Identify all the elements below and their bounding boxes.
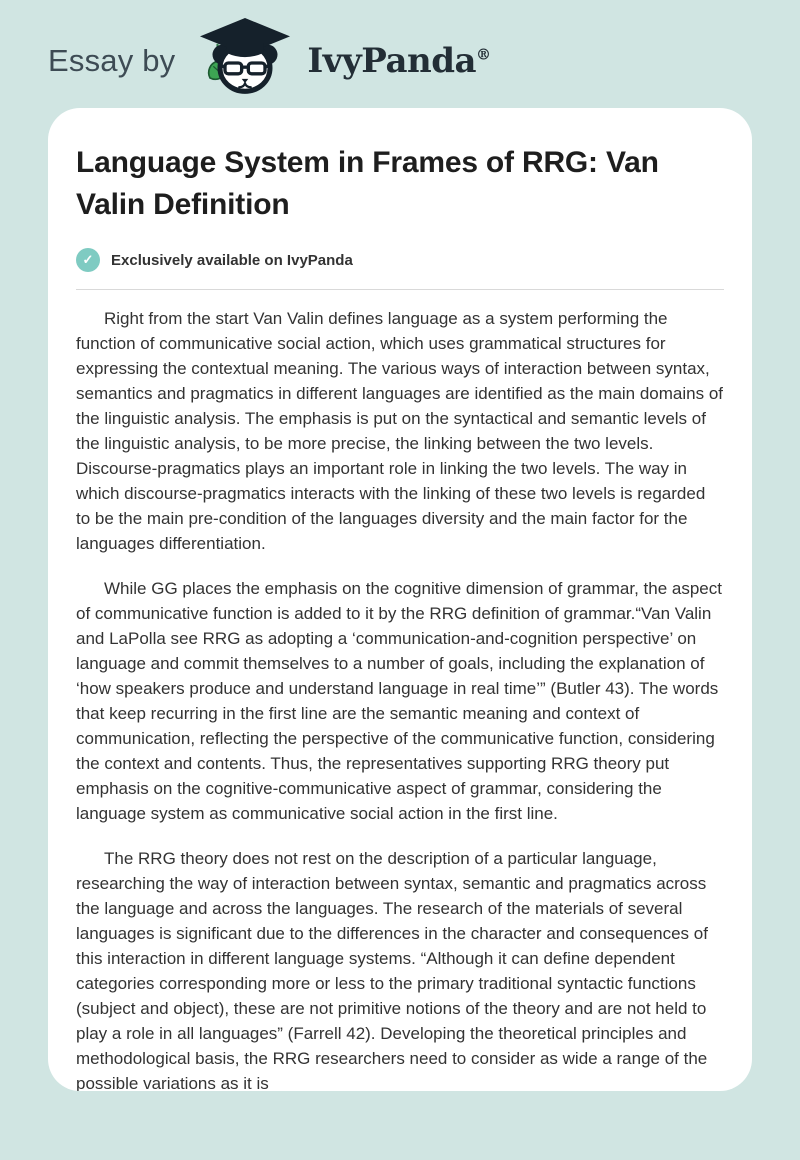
page-title: Language System in Frames of RRG: Van Valin Definition xyxy=(76,146,659,221)
exclusive-badge xyxy=(76,248,724,272)
essay-body xyxy=(76,306,724,1091)
essay-paragraph-3: The RRG theory does not rest on the description of a particular language, researching the way of interaction between syntax, semantic and pragmatics across the language and across the languages. The research of the materials of several languages is significant due to the differences in the character and consequences of this interaction in different language systems. “Although it can define dependent categories corresponding more or less to the primary traditional syntactic functions (subject and object), these are not primitive notions of the theory and are not held to play a role in all languages” (Farrell 42). Developing the theoretical principles and methodological basis, the RRG researchers need to consider as wide a range of the possible variations as it is xyxy=(76,849,708,1091)
check-icon: ✓ xyxy=(76,248,100,272)
registered-mark: ® xyxy=(476,45,491,64)
page-header xyxy=(0,0,800,92)
essay-by-label: Essay by xyxy=(48,43,176,78)
essay-paragraph-1: Right from the start Van Valin defines language as a system performing the function of communicative social action, which uses grammatical structures for expressing the contextual meaning. The various ways of interaction between syntax, semantics and pragmatics in different languages are identified as the main domains of the linguistic analysis. The emphasis is put on the syntactical and semantic levels of the linguistic analysis, to be more precise, the linking between the two levels. Discourse-pragmatics plays an important role in linking the two levels. The way in which discourse-pragmatics interacts with the linking of these two levels is regarded to be the main pre-condition of the languages diversity and the main factor for the languages differentiation. xyxy=(76,309,724,553)
divider xyxy=(76,289,724,290)
exclusive-badge-label: Exclusively available on IvyPanda xyxy=(111,251,353,269)
essay-card xyxy=(48,108,752,1091)
panda-graduate-icon xyxy=(175,21,307,101)
brand-wordmark: IvyPanda® xyxy=(307,41,491,81)
brand-logo-link[interactable] xyxy=(175,21,490,101)
essay-paragraph-2: While GG places the emphasis on the cognitive dimension of grammar, the aspect of communicative function is added to it by the RRG definition of grammar.“Van Valin and LaPolla see RRG as adopting a ‘communication-and-cognition perspective’ on language and commit themselves to a number of goals, including the explanation of ‘how speakers produce and understand language in real time’” (Butler 43). The words that keep recurring in the first line are the semantic meaning and context of communication, reflecting the perspective of the communicative function, considering the context and contents. Thus, the representatives supporting RRG theory put emphasis on the cognitive-communicative aspect of grammar, considering the language system as communicative social action in the first line. xyxy=(76,579,722,823)
